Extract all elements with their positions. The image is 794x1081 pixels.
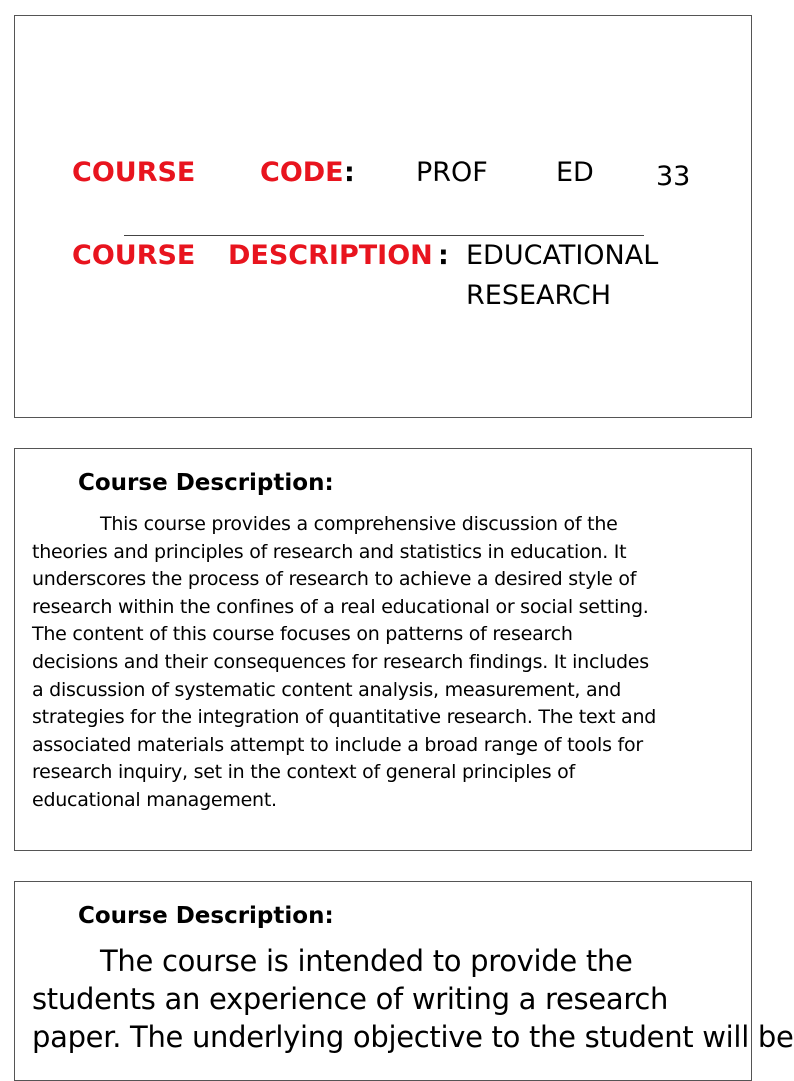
course-code-value-ed: ED [556,157,594,188]
course-code-colon: : [344,157,355,188]
description-slide [14,448,752,851]
slide-heading: Course Description: [78,903,334,929]
course-code-value-number: 33 [656,161,691,192]
course-description-label-word1: COURSE [72,240,196,271]
paragraph-line: educational management. [32,788,277,811]
paragraph-line: research inquiry, set in the context of general principles of [32,761,575,784]
description-slide-continued [14,881,794,1081]
paragraph-line: The content of this course focuses on patterns of research [32,623,573,646]
slide-heading: Course Description: [78,470,334,496]
paragraph-line: theories and principles of research and statistics in education. It [32,540,627,563]
course-description-label-word2: DESCRIPTION [228,240,433,271]
title-slide [14,15,752,418]
paragraph-line: research within the confines of a real educational or social setting. [32,595,649,618]
paragraph-line: The course is intended to provide the [100,944,633,978]
course-code-label-word1: COURSE [72,157,196,188]
paragraph-line: underscores the process of research to achieve a desired style of [32,568,637,591]
course-description-colon: : [438,240,449,271]
paragraph-line: associated materials attempt to include a broad range of tools for [32,733,643,756]
description-paragraph [32,511,744,815]
description-paragraph [32,942,794,1056]
divider-line [124,235,644,236]
course-description-value-line1: EDUCATIONAL [466,240,659,271]
course-description-value-line2: RESEARCH [466,280,612,311]
paragraph-line: strategies for the integration of quantitative research. The text and [32,706,657,729]
paragraph-line: This course provides a comprehensive discussion of the [100,513,618,535]
paragraph-line: a discussion of systematic content analysis, measurement, and [32,678,622,701]
paragraph-line: paper. The underlying objective to the student will be [32,1020,794,1054]
course-code-label-word2: CODE [260,157,344,188]
paragraph-line: students an experience of writing a research [32,982,669,1016]
course-code-value-prof: PROF [416,157,488,188]
paragraph-line: decisions and their consequences for research findings. It includes [32,650,649,673]
